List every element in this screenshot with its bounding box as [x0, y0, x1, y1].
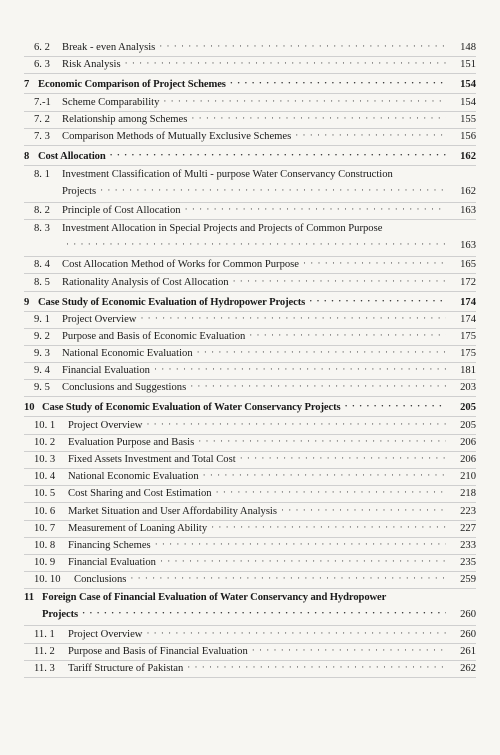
section-number: 10. 6: [34, 505, 56, 517]
section-number: 8. 2: [34, 205, 50, 217]
toc-entry: [24, 94, 476, 111]
dot-leader: [82, 607, 446, 620]
dot-leader: [211, 521, 446, 534]
chapter-number: 10: [24, 402, 35, 414]
chapter-title: Economic Comparison of Project Schemes: [38, 79, 226, 91]
section-title: Cost Sharing and Cost Estimation: [68, 488, 212, 500]
toc-entry: [24, 538, 476, 555]
page-number: 154: [460, 96, 476, 108]
section-number: 10. 3: [34, 454, 56, 465]
section-number: 10. 4: [34, 471, 56, 483]
section-title: Conclusions and Suggestions: [62, 382, 187, 394]
dot-leader: [140, 312, 446, 325]
page-number: 181: [460, 365, 476, 377]
toc-entry: [24, 57, 476, 74]
section-title: Project Overview: [62, 313, 137, 325]
section-number: 11. 2: [34, 645, 55, 657]
section-number: 9. 5: [34, 382, 50, 394]
toc-entry: [24, 257, 476, 274]
dot-leader: [240, 452, 446, 465]
dot-leader: [159, 40, 446, 53]
section-title: Rationality Analysis of Cost Allocation: [62, 276, 229, 288]
toc-chapter: [24, 74, 476, 94]
chapter-number: 8: [24, 150, 30, 162]
chapter-title-continued: Projects: [42, 609, 79, 621]
page-number: 227: [460, 522, 476, 534]
section-number: 9. 2: [34, 330, 50, 342]
toc-entry: [24, 417, 476, 434]
page-number: 163: [460, 240, 476, 252]
section-title-continued: Projects: [62, 185, 97, 197]
page-number: 154: [460, 79, 476, 91]
section-title: Financial Evaluation: [68, 557, 156, 569]
page-number: 156: [460, 130, 476, 142]
dot-leader: [190, 380, 446, 393]
section-title: Relationship among Schemes: [62, 113, 188, 125]
toc-entry: [24, 626, 476, 643]
dot-leader: [309, 295, 446, 308]
dot-leader: [125, 57, 446, 70]
dot-leader: [146, 418, 446, 431]
toc-entry: [24, 363, 476, 380]
toc-entry: [24, 274, 476, 291]
section-number: 8. 3: [34, 223, 50, 235]
section-title: Risk Analysis: [62, 59, 121, 71]
dot-leader: [163, 95, 446, 108]
page-number: 148: [460, 42, 476, 54]
toc-entry: [24, 380, 476, 397]
page-number: 163: [460, 205, 476, 217]
page-number: 235: [460, 557, 476, 569]
chapter-title: Foreign Case of Financial Evaluation of Water Conservancy and Hydropower: [42, 592, 387, 604]
section-number: 10. 7: [34, 522, 56, 534]
dot-leader: [198, 435, 446, 448]
section-title: Tariff Structure of Pakistan: [68, 662, 184, 674]
dot-leader: [160, 555, 446, 568]
toc-entry: [24, 203, 476, 220]
section-title: Fixed Assets Investment and Total Cost: [68, 454, 236, 465]
section-title: Conclusions: [74, 574, 127, 586]
toc-entry: [24, 572, 476, 589]
section-number: 7. 2: [34, 113, 50, 125]
dot-leader: [154, 363, 446, 376]
chapter-title: Cost Allocation: [38, 150, 106, 162]
section-number: 6. 3: [34, 59, 50, 71]
toc-entry: [24, 503, 476, 520]
section-number: 10. 1: [34, 419, 56, 431]
toc-entry: [24, 112, 476, 129]
chapter-number: 7: [24, 79, 30, 91]
dot-leader: [345, 400, 446, 413]
page-number: 151: [460, 59, 476, 71]
dot-leader: [155, 538, 446, 551]
section-number: 10. 9: [34, 557, 56, 569]
chapter-number: 9: [24, 296, 30, 308]
toc-entry: [24, 40, 476, 57]
toc-entry: [24, 346, 476, 363]
page-number: 260: [460, 609, 476, 621]
section-title: Investment Classification of Multi - purpose Water Conservancy Construction: [62, 168, 393, 180]
section-number: 9. 4: [34, 365, 50, 377]
section-title: Purpose and Basis of Economic Evaluation: [62, 330, 246, 342]
section-title: Cost Allocation Method of Works for Common Purpose: [62, 259, 300, 271]
section-title: Scheme Comparability: [62, 96, 160, 108]
section-title: Project Overview: [68, 419, 143, 431]
section-title: Investment Allocation in Special Projects and Projects of Common Purpose: [62, 223, 383, 235]
dot-leader: [187, 661, 446, 674]
section-number: 10. 2: [34, 436, 56, 448]
dot-leader: [303, 257, 446, 270]
page-number: 174: [460, 296, 476, 308]
toc-chapter: [24, 397, 476, 417]
page-number: 262: [460, 662, 476, 674]
toc-entry: [24, 166, 476, 203]
page-number: 259: [460, 574, 476, 586]
chapter-title: Case Study of Economic Evaluation of Hydropower Projects: [38, 296, 306, 308]
toc-chapter: [24, 589, 476, 626]
section-number: 8. 1: [34, 168, 50, 180]
section-number: 8. 4: [34, 259, 50, 271]
page-number: 218: [460, 488, 476, 500]
page-number: 155: [460, 113, 476, 125]
page-number: 223: [460, 505, 476, 517]
section-title: National Economic Evaluation: [68, 471, 199, 483]
dot-leader: [66, 238, 446, 251]
dot-leader: [252, 644, 446, 657]
section-title: Evaluation Purpose and Basis: [68, 436, 195, 448]
section-number: 11. 3: [34, 662, 55, 674]
toc-entry: [24, 469, 476, 486]
page-number: 175: [460, 330, 476, 342]
dot-leader: [295, 129, 446, 142]
section-number: 10. 10: [34, 574, 61, 586]
page-number: 162: [460, 150, 476, 162]
dot-leader: [130, 572, 446, 585]
toc-chapter: [24, 292, 476, 312]
chapter-number: 11: [24, 592, 35, 604]
page-number: 261: [460, 645, 476, 657]
toc-entry: [24, 555, 476, 572]
dot-leader: [197, 346, 446, 359]
dot-leader: [203, 469, 446, 482]
page-number: 206: [460, 454, 476, 465]
section-title: Purpose and Basis of Financial Evaluation: [68, 645, 248, 657]
page-number: 174: [460, 313, 476, 325]
section-number: 10. 8: [34, 539, 56, 551]
toc-entry: [24, 644, 476, 661]
section-number: 6. 2: [34, 42, 50, 54]
section-number: 9. 1: [34, 313, 50, 325]
section-number: 8. 5: [34, 276, 50, 288]
toc-entry: [24, 452, 476, 469]
toc-entry: [24, 435, 476, 452]
section-number: 7. 3: [34, 130, 50, 142]
page-number: 205: [460, 419, 476, 431]
section-title: Comparison Methods of Mutually Exclusive Schemes: [62, 130, 292, 142]
page-number: 203: [460, 382, 476, 394]
section-number: 7.-1: [34, 96, 51, 108]
section-number: 11. 1: [34, 628, 55, 640]
section-title: Financing Schemes: [68, 539, 151, 551]
dot-leader: [146, 627, 446, 640]
section-number: 9. 3: [34, 348, 50, 360]
section-number: 10. 5: [34, 488, 56, 500]
page-number: 206: [460, 436, 476, 448]
section-title: Financial Evaluation: [62, 365, 150, 377]
page-number: 260: [460, 628, 476, 640]
dot-leader: [230, 77, 446, 90]
page-number: 233: [460, 539, 476, 551]
section-title: Project Overview: [68, 628, 143, 640]
section-title: Market Situation and User Affordability Analysis: [68, 505, 278, 517]
page-number: 162: [460, 185, 476, 197]
table-of-contents: [24, 40, 476, 678]
page-number: 210: [460, 471, 476, 483]
toc-entry: [24, 329, 476, 346]
toc-entry: [24, 486, 476, 503]
toc-entry: [24, 312, 476, 329]
section-title: Principle of Cost Allocation: [62, 205, 181, 217]
dot-leader: [185, 203, 446, 216]
section-title: Measurement of Loaning Ability: [68, 522, 208, 534]
chapter-title: Case Study of Economic Evaluation of Water Conservancy Projects: [42, 402, 341, 414]
dot-leader: [233, 275, 446, 288]
toc-entry: [24, 129, 476, 146]
toc-entry: [24, 661, 476, 678]
dot-leader: [191, 112, 446, 125]
toc-entry: [24, 220, 476, 257]
page-number: 165: [460, 259, 476, 271]
dot-leader: [249, 329, 446, 342]
page-number: 172: [460, 276, 476, 288]
dot-leader: [216, 486, 446, 499]
toc-entry: [24, 521, 476, 538]
section-title: Break - even Analysis: [62, 42, 156, 54]
page-number: 175: [460, 348, 476, 360]
dot-leader: [281, 504, 446, 517]
dot-leader: [100, 184, 446, 197]
section-title: National Economic Evaluation: [62, 348, 193, 360]
dot-leader: [110, 149, 446, 162]
page-number: 205: [460, 402, 476, 414]
toc-chapter: [24, 146, 476, 166]
